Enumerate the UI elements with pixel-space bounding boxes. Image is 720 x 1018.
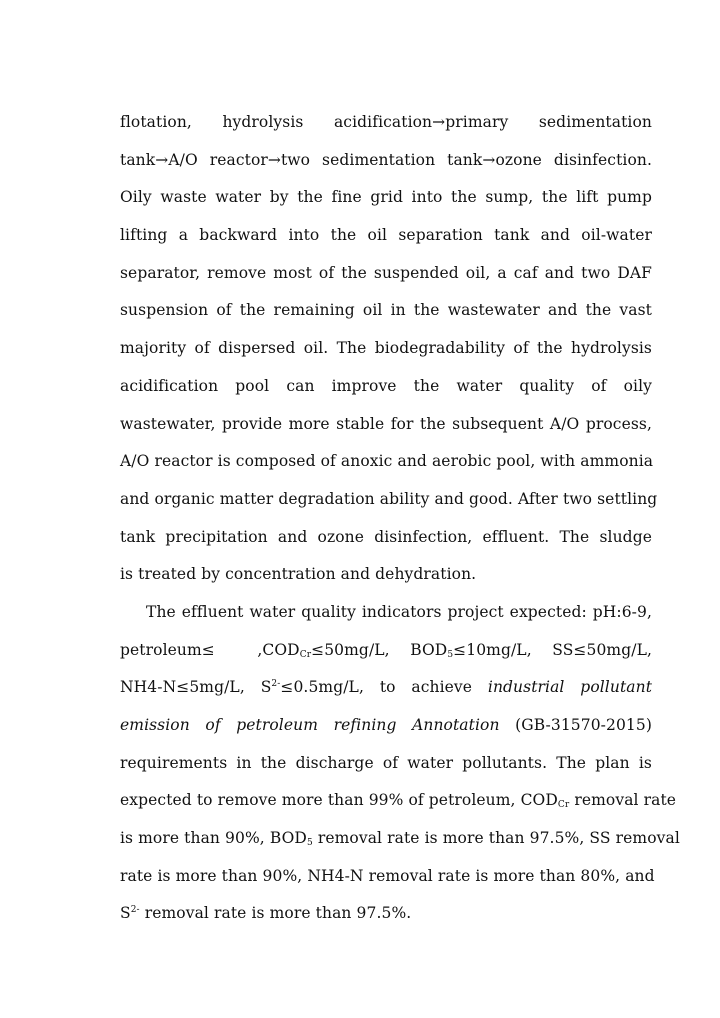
text-fragment: NH4-N≤5mg/L, — [120, 678, 245, 697]
text-line: Oily waste water by the fine grid into the sump, the lift pump — [120, 188, 652, 207]
text-line — [120, 820, 680, 858]
paragraph-effluent-indicators — [120, 594, 680, 933]
subscript: 5 — [447, 649, 454, 660]
text-fragment: to achieve — [379, 678, 473, 697]
text-fragment-italic: emission of petroleum refining Annotation — [120, 716, 500, 734]
text-line: acidification pool can improve the water quality of oily — [120, 376, 652, 395]
document-page — [120, 104, 680, 933]
text-fragment: removal rate is more than 97.5%, SS removal — [312, 829, 680, 848]
text-fragment: S — [260, 678, 272, 697]
text-line: The effluent water quality indicators project expected: pH:6-9, — [146, 602, 652, 621]
text-line: tank precipitation and ozone disinfection, effluent. The sludge — [120, 527, 652, 546]
text-line — [120, 895, 652, 933]
text-line: requirements in the discharge of water pollutants. The plan is — [120, 753, 652, 772]
text-fragment: (GB-31570-2015) — [515, 716, 652, 734]
text-line: wastewater, provide more stable for the subsequent A/O process, — [120, 414, 652, 433]
text-line: A/O reactor is composed of anoxic and aerobic pool, with ammonia — [120, 452, 654, 471]
text-line: suspension of the remaining oil in the wastewater and the vast — [120, 301, 652, 320]
text-line — [120, 782, 677, 820]
text-line: flotation, hydrolysis acidification→primary sedimentation — [120, 113, 652, 131]
text-fragment: SS≤50mg/L, — [552, 640, 652, 659]
text-line: tank→A/O reactor→two sedimentation tank→ozone disinfection. — [120, 150, 652, 169]
text-fragment: S — [120, 904, 131, 923]
text-fragment: removal rate — [569, 791, 677, 810]
text-fragment-italic: industrial pollutant — [487, 678, 653, 697]
text-fragment: ≤50mg/L, — [311, 640, 390, 659]
text-fragment: ,COD — [257, 640, 300, 659]
text-line: separator, remove most of the suspended oil, a caf and two DAF — [120, 263, 652, 282]
text-fragment: ≤10mg/L, — [453, 640, 532, 659]
paragraph-process-description — [120, 104, 658, 594]
text-fragment: expected to remove more than 99% of petroleum, COD — [120, 791, 558, 810]
text-line: is treated by concentration and dehydration. — [120, 565, 477, 584]
text-line: majority of dispersed oil. The biodegradability of the hydrolysis — [120, 339, 652, 358]
subscript: Cr — [557, 800, 570, 811]
subscript: Cr — [299, 649, 312, 660]
superscript: 2- — [130, 905, 140, 916]
text-fragment: is more than 90%, BOD — [120, 829, 307, 848]
text-line: lifting a backward into the oil separation tank and oil-water — [120, 226, 652, 245]
text-line — [120, 707, 652, 745]
text-fragment: removal rate is more than 97.5%. — [139, 904, 412, 923]
text-line: rate is more than 90%, NH4-N removal rate is more than 80%, and — [120, 866, 655, 885]
text-fragment: ≤0.5mg/L, — [280, 678, 364, 697]
text-line — [120, 669, 652, 707]
text-fragment: petroleum≤ — [120, 640, 215, 659]
text-fragment: BOD — [410, 640, 448, 659]
text-line — [120, 632, 652, 670]
text-line: and organic matter degradation ability and good. After two settling — [120, 489, 658, 508]
superscript: 2- — [271, 679, 281, 690]
subscript: 5 — [306, 838, 313, 849]
